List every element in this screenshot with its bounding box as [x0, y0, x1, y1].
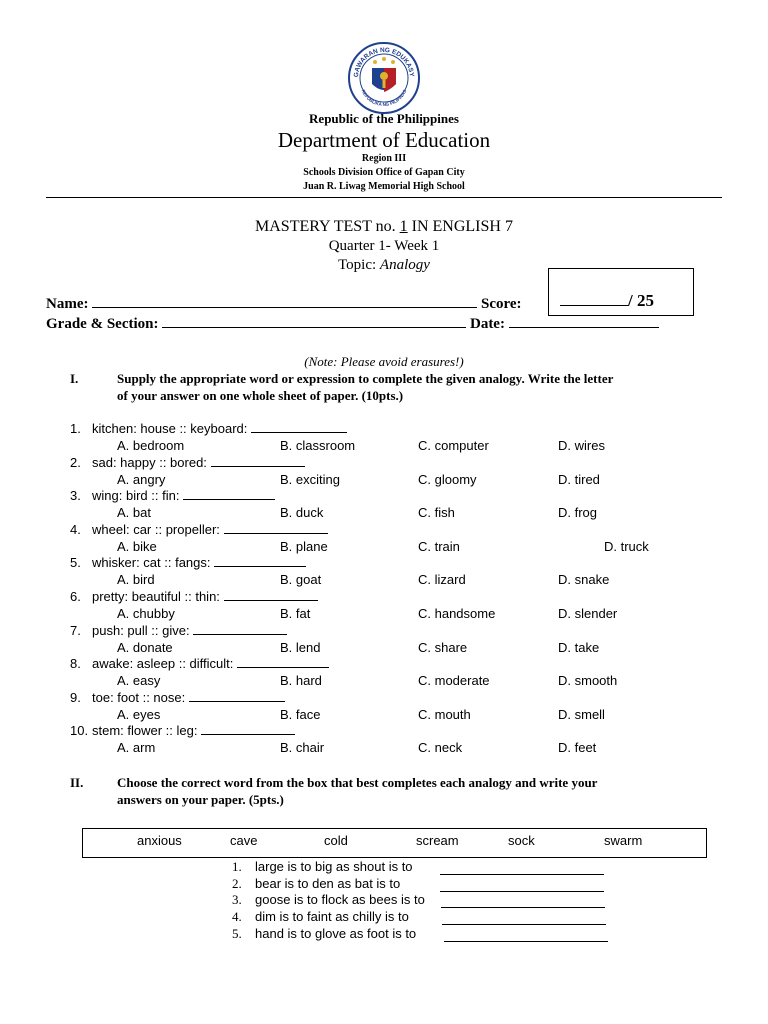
choice-c: C. mouth [418, 706, 471, 722]
choice-d: D. smell [558, 706, 605, 722]
word-bank-item: cave [230, 833, 258, 848]
answer-blank[interactable] [201, 723, 295, 735]
department-heading: Department of Education [277, 128, 491, 152]
question-stem: kitchen: house :: keyboard: [92, 421, 347, 436]
question-number: 4. [70, 521, 81, 537]
question-number: 9. [70, 689, 81, 705]
choice-d: D. frog [558, 505, 598, 521]
answer-blank[interactable] [224, 522, 328, 534]
title-suffix: IN ENGLISH 7 [411, 218, 513, 235]
analogy-number: 3. [232, 892, 242, 908]
analogy-number: 2. [232, 875, 242, 891]
region-label: Region III [361, 153, 407, 164]
word-bank-item: scream [416, 833, 459, 848]
analogy-number: 5. [232, 925, 242, 941]
choice-d: D. take [558, 639, 600, 655]
choice-d: D. slender [558, 606, 618, 621]
question-number: 3. [70, 488, 81, 504]
answer-blank[interactable] [251, 421, 347, 433]
svg-text:KAGAWARAN NG EDUKASYON: GAWARAN NG EDUKASY [352, 46, 416, 78]
choice-b: B. classroom [280, 438, 356, 453]
answer-blank[interactable] [183, 488, 275, 500]
choice-b: B. plane [280, 538, 328, 554]
question-number: 1. [70, 421, 81, 436]
analogy-number: 1. [232, 859, 242, 874]
question-number: 5. [70, 555, 81, 571]
analogy-number: 4. [232, 909, 242, 925]
choice-b: B. exciting [280, 471, 340, 487]
answer-blank[interactable] [193, 623, 287, 635]
choice-a: A. chubby [117, 606, 175, 621]
choice-c: C. handsome [418, 606, 496, 621]
question-stem: sad: happy :: bored: [92, 455, 305, 470]
choice-d: D. snake [558, 572, 610, 588]
grade-row [46, 316, 659, 333]
answer-blank[interactable] [442, 913, 606, 925]
test-title [0, 218, 768, 236]
analogy-text: bear is to den as bat is to [255, 875, 401, 891]
choice-c: C. train [418, 538, 460, 554]
choice-d: D. tired [558, 471, 600, 487]
question-number: 6. [70, 589, 81, 604]
choice-c: C. lizard [418, 572, 466, 588]
analogy-text: large is to big as shout is to [255, 859, 413, 874]
question-number: 2. [70, 454, 81, 470]
question-number: 10. [70, 723, 89, 739]
choice-a: A. bedroom [117, 438, 185, 453]
grade-section-field[interactable] [162, 316, 466, 328]
score-blank[interactable] [560, 294, 628, 306]
question-stem: stem: flower :: leg: [92, 723, 295, 738]
word-bank-item: swarm [604, 833, 643, 848]
choice-a: A. arm [117, 740, 156, 756]
answer-blank[interactable] [237, 656, 329, 668]
choice-c: C. gloomy [418, 471, 477, 487]
choice-c: C. moderate [418, 673, 490, 689]
score-label: Score: [480, 296, 522, 312]
name-field[interactable] [92, 296, 477, 308]
choice-b: B. chair [280, 740, 325, 756]
question-stem: pretty: beautiful :: thin: [92, 589, 318, 604]
answer-blank[interactable] [189, 690, 285, 702]
name-label: Name: [46, 296, 89, 312]
name-row [46, 296, 522, 313]
question-number: 7. [70, 622, 81, 638]
choice-b: B. goat [280, 572, 322, 588]
date-field[interactable] [509, 316, 659, 328]
part1-instruction-line1: Supply the appropriate word or expression to complete the given analogy. Write the letter [117, 371, 614, 386]
word-bank-item: sock [508, 833, 535, 848]
analogy-text: dim is to faint as chilly is to [255, 909, 409, 925]
word-bank-item: anxious [137, 833, 182, 848]
analogy-text: goose is to flock as bees is to [255, 892, 425, 908]
choice-b: B. duck [280, 505, 324, 521]
choice-a: A. bird [117, 572, 155, 588]
division-label: Schools Division Office of Gapan City [303, 167, 465, 178]
question-stem: toe: foot :: nose: [92, 690, 285, 705]
part2-numeral: II. [70, 775, 84, 790]
choice-a: A. bike [117, 538, 157, 554]
answer-blank[interactable] [224, 589, 318, 601]
choice-c: C. fish [418, 505, 455, 521]
analogy-text: hand is to glove as foot is to [255, 925, 417, 941]
choice-d: D. truck [604, 538, 649, 554]
choice-a: A. bat [117, 505, 151, 521]
topic-value: Analogy [379, 257, 430, 273]
question-stem: whisker: cat :: fangs: [92, 555, 306, 570]
question-stem: awake: asleep :: difficult: [92, 656, 329, 671]
answer-blank[interactable] [214, 555, 306, 567]
answer-blank[interactable] [440, 880, 604, 892]
title-prefix: MASTERY TEST no. [255, 218, 396, 235]
choice-c: C. computer [418, 438, 489, 453]
score-total: / 25 [628, 291, 654, 310]
part2-instruction-line1: Choose the correct word from the box that best completes each analogy and write your [117, 775, 598, 790]
choice-c: C. neck [418, 740, 463, 756]
date-label: Date: [469, 316, 505, 332]
question-number: 8. [70, 656, 81, 672]
school-label: Juan R. Liwag Memorial High School [303, 181, 465, 192]
choice-b: B. fat [280, 606, 311, 621]
title-number: 1 [399, 218, 408, 235]
question-stem: wing: bird :: fin: [92, 488, 275, 503]
choice-b: B. face [280, 706, 321, 722]
choice-a: A. donate [117, 639, 173, 655]
header-divider [46, 197, 722, 198]
choice-b: B. hard [280, 673, 322, 689]
part1-numeral: I. [70, 371, 79, 386]
republic-heading: Republic of the Philippines [309, 111, 459, 126]
question-stem: push: pull :: give: [92, 623, 287, 638]
choice-d: D. feet [558, 740, 597, 756]
answer-blank[interactable] [211, 455, 305, 467]
topic-label: Topic: [338, 257, 377, 273]
deped-seal-logo [348, 42, 420, 114]
answer-blank[interactable] [444, 930, 608, 942]
choice-a: A. easy [117, 673, 161, 689]
grade-label: Grade & Section: [46, 316, 159, 332]
answer-blank[interactable] [441, 896, 605, 908]
score-value [560, 291, 654, 311]
part1-instruction-line2: of your answer on one whole sheet of paper. (10pts.) [117, 388, 404, 403]
quarter-label: Quarter 1- Week 1 [328, 238, 440, 254]
choice-b: B. lend [280, 639, 321, 655]
word-bank-item: cold [324, 833, 348, 848]
choice-a: A. eyes [117, 706, 161, 722]
choice-d: D. wires [558, 438, 605, 453]
question-stem: wheel: car :: propeller: [92, 522, 328, 537]
note-text: (Note: Please avoid erasures!) [304, 354, 464, 369]
choice-d: D. smooth [558, 673, 618, 689]
svg-text:REPUBLIKA NG PILIPINAS: REPUBLIKA NG PILIPINAS [360, 88, 408, 108]
part2-instruction-line2: answers on your paper. (5pts.) [117, 792, 284, 807]
answer-blank[interactable] [440, 863, 604, 875]
choice-a: A. angry [117, 471, 166, 487]
choice-c: C. share [418, 639, 468, 655]
